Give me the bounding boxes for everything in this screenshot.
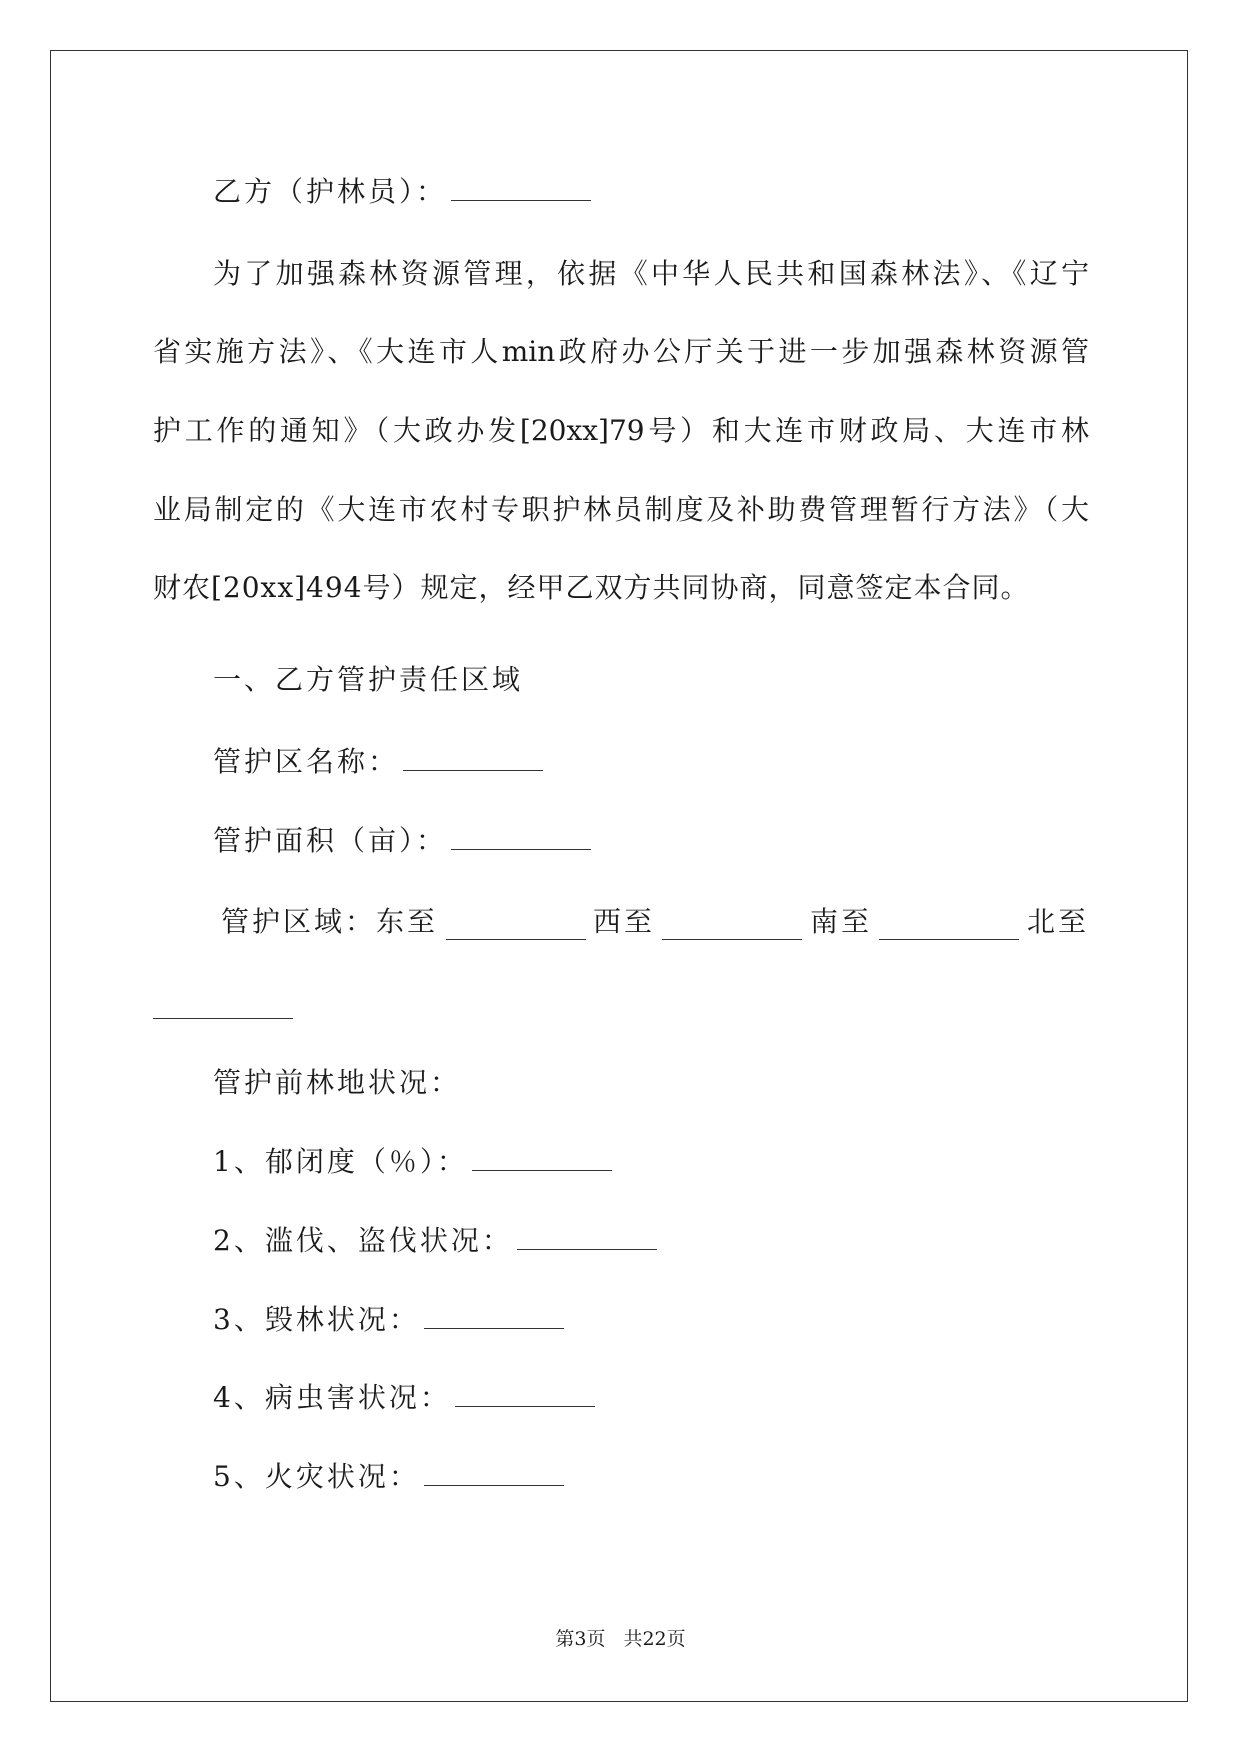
intro-line-2: 省实施方法》、《大连市人min政府办公厅关于进一步加强森林资源管 — [153, 335, 1089, 368]
region-line — [221, 904, 1089, 940]
item-logging — [213, 1223, 657, 1259]
intro-line-4: 业局制定的《大连市农村专职护林员制度及补助费管理暂行方法》（大 — [153, 493, 1089, 526]
page-footer — [0, 1624, 1241, 1651]
area-name-line — [213, 744, 543, 780]
item-destruction — [213, 1302, 564, 1338]
item-fire — [213, 1459, 564, 1495]
region-east-label: 管护区域：东至 — [221, 905, 439, 938]
prior-status-label: 管护前林地状况： — [213, 1066, 462, 1099]
item-canopy-blank — [472, 1144, 612, 1171]
area-size-line — [213, 823, 591, 859]
party-b-label: 乙方（护林员）： — [213, 175, 448, 208]
item-pests — [213, 1380, 595, 1416]
party-b-line — [213, 174, 591, 210]
region-north-label: 北至 — [1026, 905, 1089, 938]
area-size-blank — [451, 823, 591, 850]
region-north-blank — [153, 990, 293, 1019]
section1-heading: 一、乙方管护责任区域 — [213, 663, 524, 696]
item-canopy-label: 1、郁闭度（％）： — [213, 1145, 468, 1178]
item-destruction-blank — [424, 1302, 564, 1329]
item-fire-blank — [424, 1459, 564, 1486]
item-logging-blank — [517, 1223, 657, 1250]
item-logging-label: 2、滥伐、盗伐状况： — [213, 1224, 513, 1257]
area-name-label: 管护区名称： — [213, 745, 400, 778]
page-total: 共22页 — [623, 1628, 686, 1650]
region-west-label: 西至 — [592, 905, 655, 938]
item-pests-label: 4、病虫害状况： — [213, 1381, 451, 1414]
region-west-blank — [662, 913, 802, 940]
item-fire-label: 5、火灾状况： — [213, 1460, 420, 1493]
region-south-label: 南至 — [809, 905, 872, 938]
intro-line-5: 财农[20xx]494号）规定，经甲乙双方共同协商，同意签定本合同。 — [153, 571, 1030, 604]
item-destruction-label: 3、毁林状况： — [213, 1303, 420, 1336]
page-border — [50, 50, 1188, 1702]
area-name-blank — [403, 744, 543, 771]
region-south-blank — [879, 913, 1019, 940]
page-number: 第3页 — [555, 1628, 606, 1650]
region-east-blank — [446, 913, 586, 940]
intro-line-1: 为了加强森林资源管理，依据《中华人民共和国森林法》、《辽宁 — [213, 257, 1089, 290]
area-size-label: 管护面积（亩）： — [213, 824, 448, 857]
party-b-blank — [451, 174, 591, 201]
item-canopy — [213, 1144, 612, 1180]
intro-line-3: 护工作的通知》（大政办发[20xx]79号）和大连市财政局、大连市林 — [153, 414, 1089, 447]
item-pests-blank — [455, 1380, 595, 1407]
